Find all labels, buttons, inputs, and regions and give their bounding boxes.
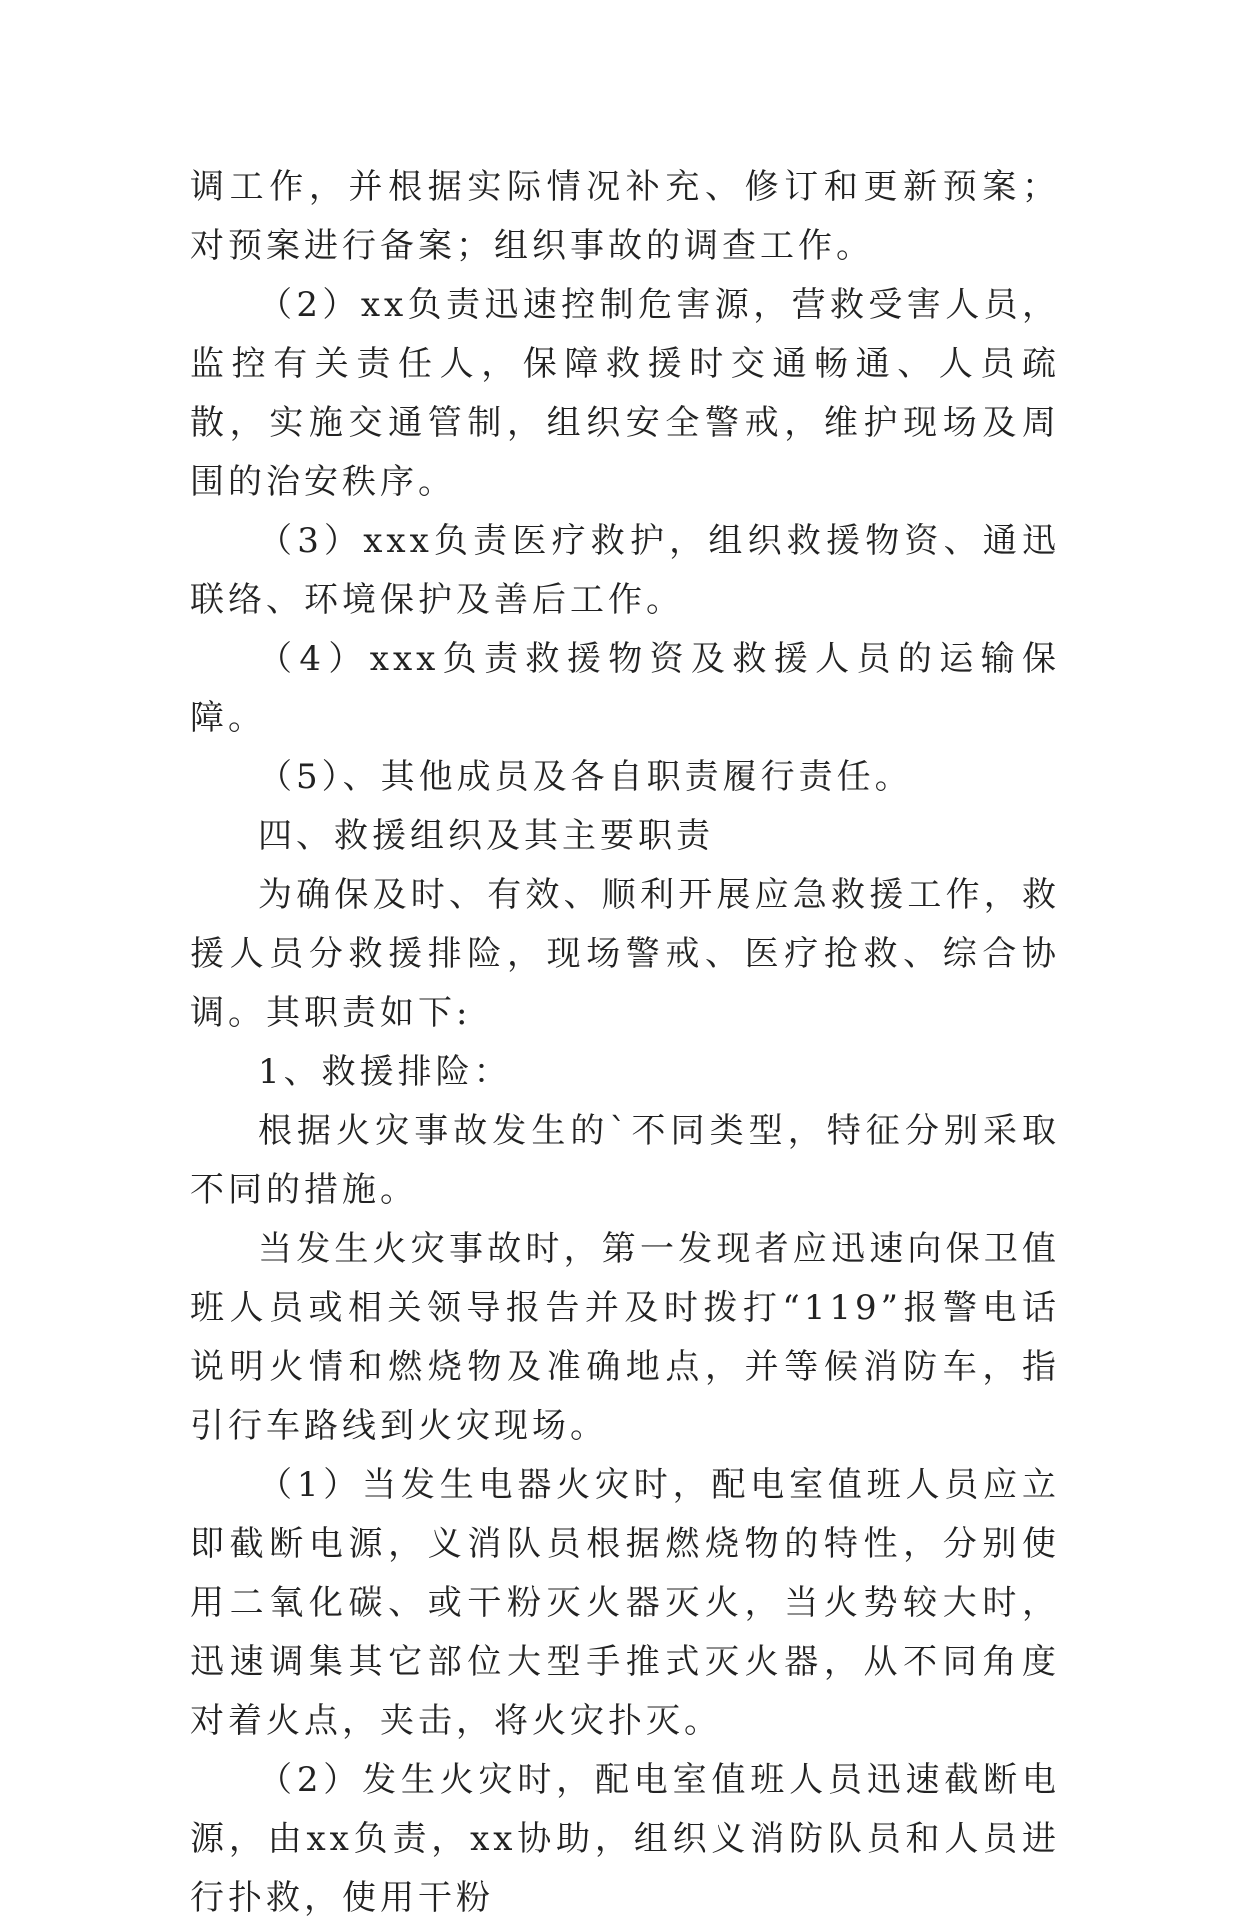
- paragraph-12: （2）发生火灾时，配电室值班人员迅速截断电源，由xx负责，xx协助，组织义消防队员和人员进行扑救，使用干粉: [190, 1760, 1060, 1918]
- subsection-heading: 1、救援排险：: [258, 1052, 512, 1092]
- paragraph-7: 为确保及时、有效、顺利开展应急救援工作，救援人员分救援排险，现场警戒、医疗抢救、综合协调。其职责如下:: [190, 875, 1060, 1033]
- document-body: [190, 158, 1060, 1928]
- paragraph-9: 根据火灾事故发生的`不同类型，特征分别采取不同的措施。: [190, 1111, 1060, 1210]
- paragraph-10: 当发生火灾事故时，第一发现者应迅速向保卫值班人员或相关领导报告并及时拨打“119”报警电话说明火情和燃烧物及准确地点，并等候消防车，指引行车路线到火灾现场。: [190, 1229, 1060, 1446]
- paragraph-2: （2）xx负责迅速控制危害源，营救受害人员，监控有关责任人，保障救援时交通畅通、人员疏散，实施交通管制，组织安全警戒，维护现场及周围的治安秩序。: [190, 285, 1060, 502]
- paragraph-5: （5）、其他成员及各自职责履行责任。: [258, 757, 913, 797]
- section-heading: 四、救援组织及其主要职责: [258, 816, 714, 856]
- paragraph-3: （3）xxx负责医疗救护，组织救援物资、通迅联络、环境保护及善后工作。: [190, 521, 1060, 620]
- paragraph-4: （4）xxx负责救援物资及救援人员的运输保障。: [190, 639, 1060, 738]
- paragraph-11: （1）当发生电器火灾时，配电室值班人员应立即截断电源，义消队员根据燃烧物的特性，分别使用二氧化碳、或干粉灭火器灭火，当火势较大时，迅速调集其它部位大型手推式灭火器，从不同角度对着火点，夹击，将火灾扑灭。: [190, 1465, 1060, 1741]
- paragraph-1: 调工作，并根据实际情况补充、修订和更新预案；对预案进行备案；组织事故的调查工作。: [190, 167, 1060, 266]
